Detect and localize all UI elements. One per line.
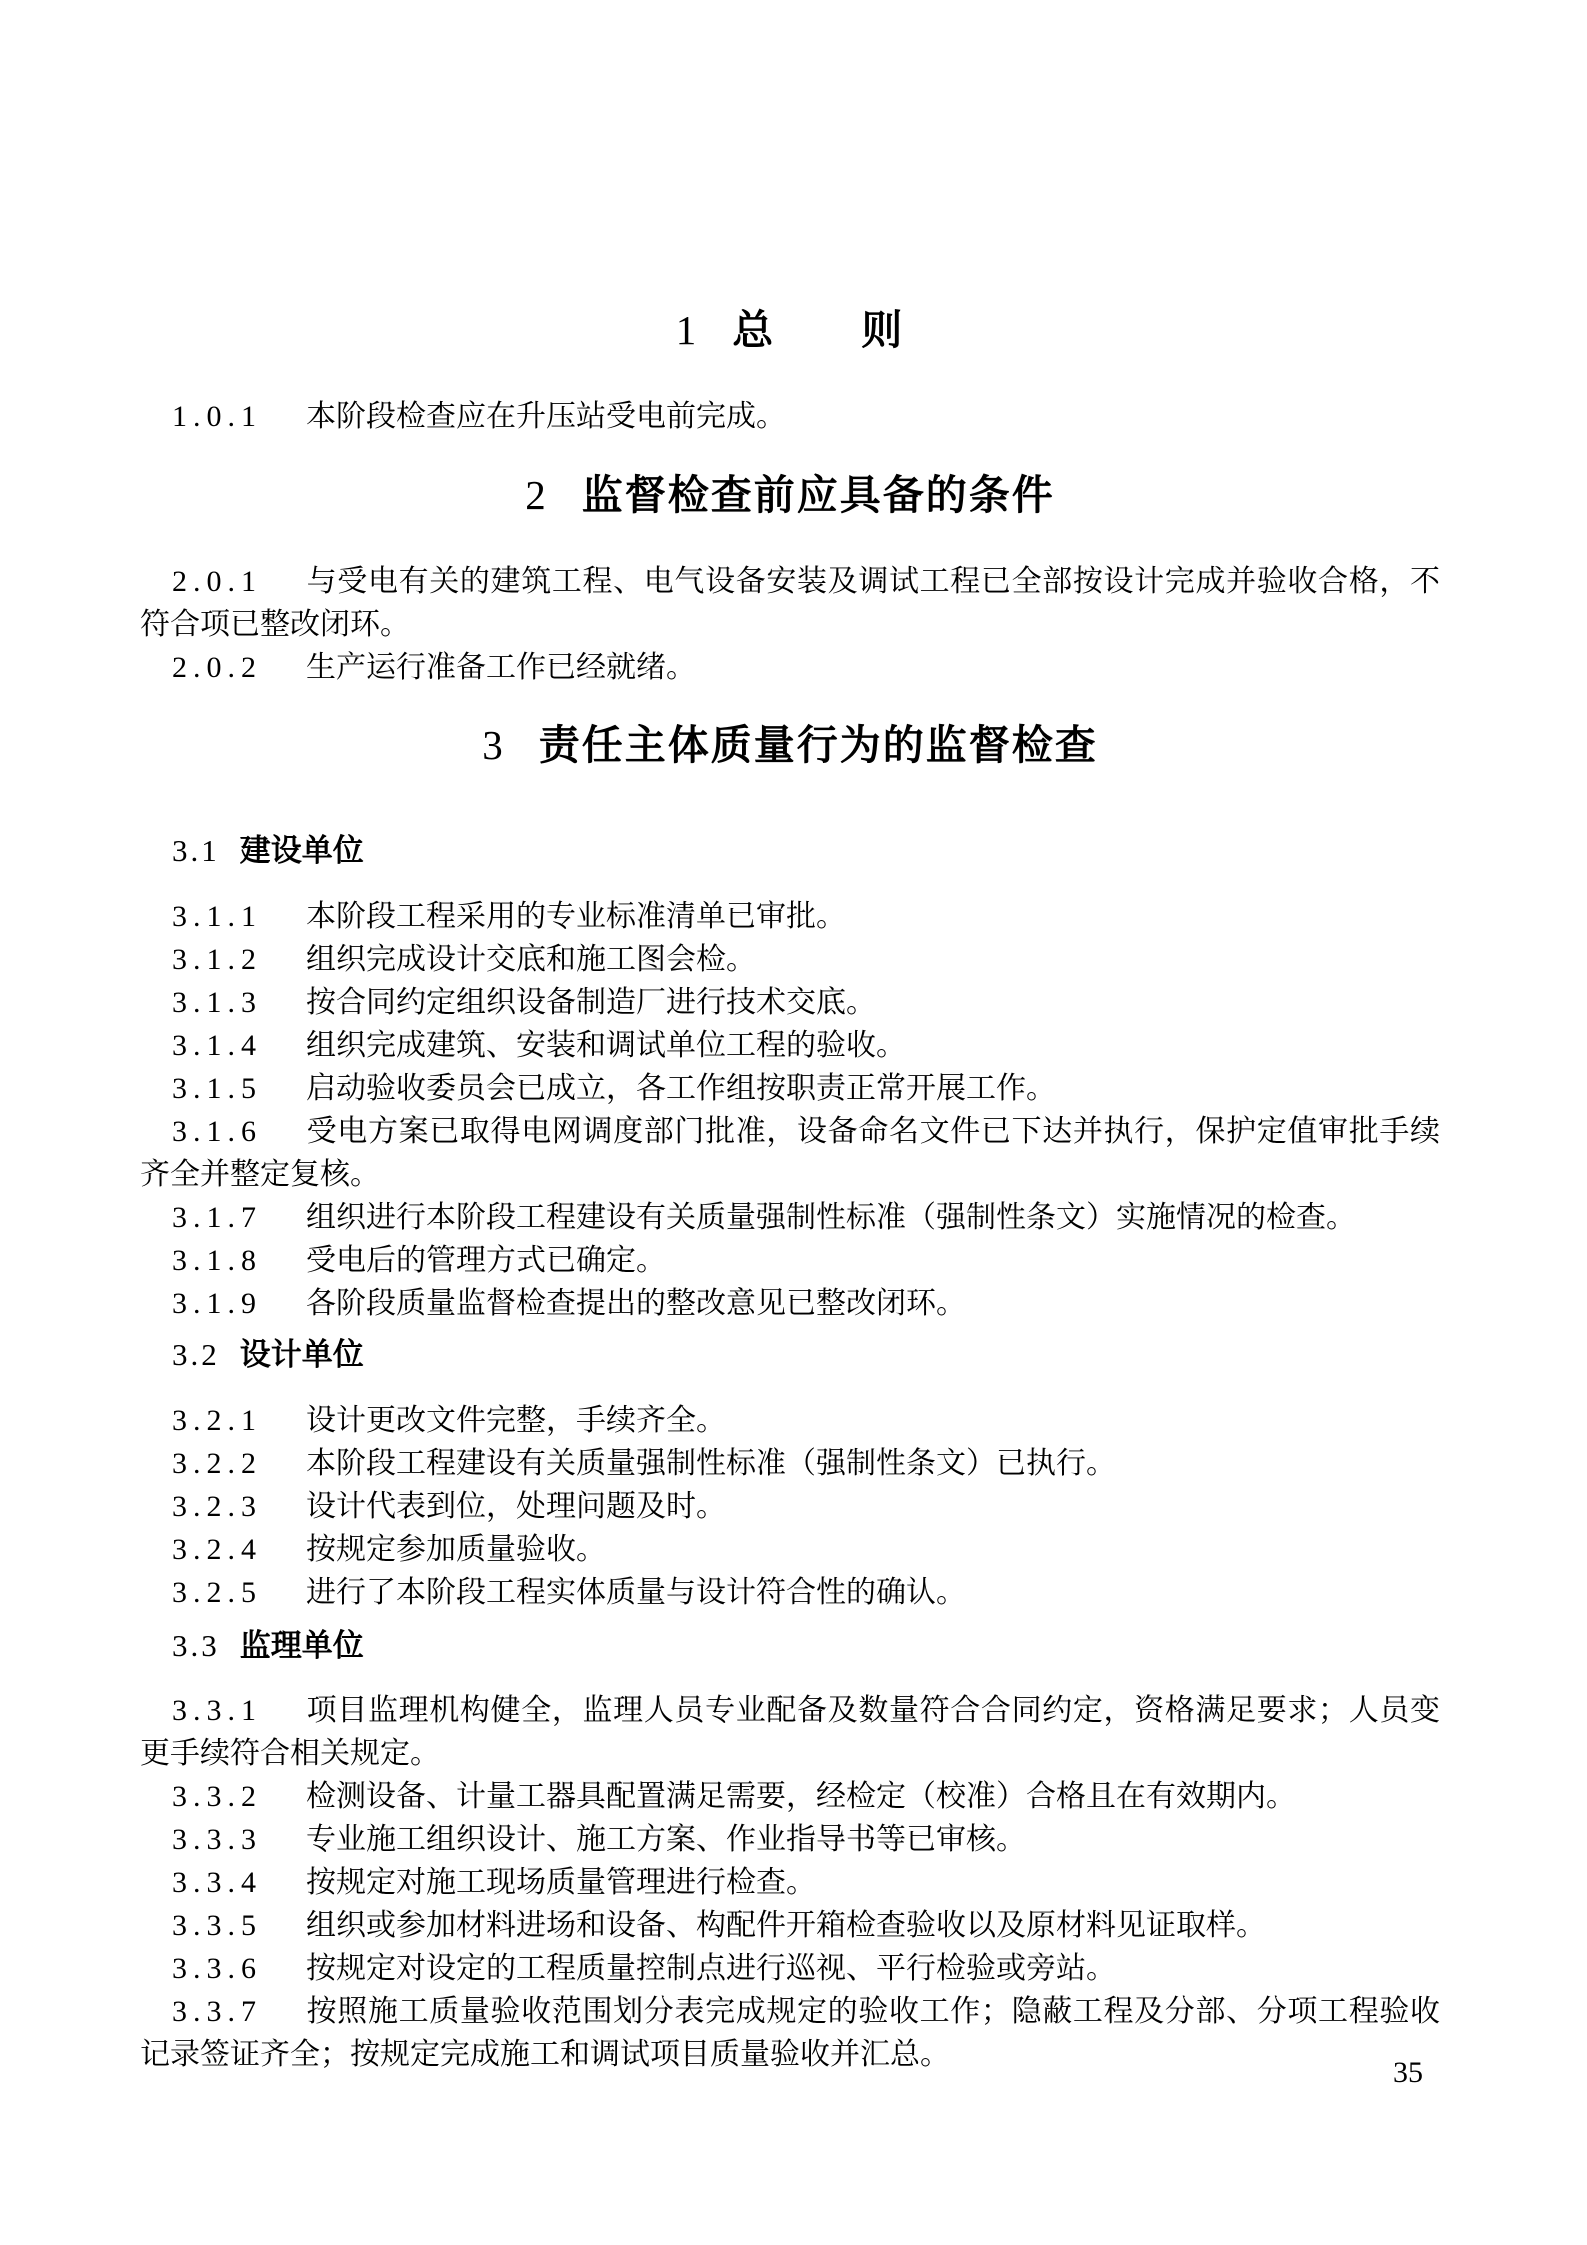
clause-number: 3.3.5 <box>172 1909 262 1942</box>
clause-text: 组织进行本阶段工程建设有关质量强制性标准（强制性条文）实施情况的检查。 <box>306 1201 1356 1234</box>
clause-text: 项目监理机构健全，监理人员专业配备及数量符合合同约定，资格满足要求；人员变更手续符合相关规定。 <box>140 1694 1440 1770</box>
clause-text: 与受电有关的建筑工程、电气设备安装及调试工程已全部按设计完成并验收合格，不符合项已整改闭环。 <box>140 565 1440 641</box>
chapter-3-number: 3 <box>482 722 503 768</box>
clause-number: 2.0.1 <box>172 565 262 598</box>
clause-number: 3.2.1 <box>172 1404 262 1437</box>
clause-3-1-4 <box>140 1024 1440 1067</box>
clause-text: 启动验收委员会已成立，各工作组按职责正常开展工作。 <box>306 1072 1056 1105</box>
chapter-3-heading <box>140 721 1440 769</box>
clause-text: 按规定参加质量验收。 <box>306 1533 606 1566</box>
section-title: 监理单位 <box>239 1628 364 1663</box>
clause-3-1-3 <box>140 981 1440 1024</box>
clause-number: 3.1.5 <box>172 1072 262 1105</box>
clause-1-0-1 <box>140 395 1440 438</box>
clause-text: 各阶段质量监督检查提出的整改意见已整改闭环。 <box>306 1287 966 1320</box>
clause-3-2-3 <box>140 1485 1440 1528</box>
clause-number: 3.2.3 <box>172 1490 262 1523</box>
clause-text: 检测设备、计量工器具配置满足需要，经检定（校准）合格且在有效期内。 <box>306 1780 1296 1813</box>
clause-3-1-9 <box>140 1282 1440 1325</box>
clause-text: 按规定对施工现场质量管理进行检查。 <box>306 1866 816 1899</box>
clause-number: 3.1.3 <box>172 986 262 1019</box>
clause-3-3-5 <box>140 1904 1440 1947</box>
chapter-3-title: 责任主体质量行为的监督检查 <box>538 722 1098 768</box>
clause-2-0-1 <box>140 560 1440 646</box>
section-title: 建设单位 <box>239 833 364 868</box>
clause-text: 专业施工组织设计、施工方案、作业指导书等已审核。 <box>306 1823 1026 1856</box>
clause-3-3-7 <box>140 1990 1440 2076</box>
clause-number: 1.0.1 <box>172 400 262 433</box>
clause-3-3-1 <box>140 1689 1440 1775</box>
clause-number: 3.1.2 <box>172 943 262 976</box>
clause-3-1-7 <box>140 1196 1440 1239</box>
clause-text: 组织或参加材料进场和设备、构配件开箱检查验收以及原材料见证取样。 <box>306 1909 1266 1942</box>
clause-number: 3.2.2 <box>172 1447 262 1480</box>
clause-3-2-5 <box>140 1571 1440 1614</box>
clause-3-1-6 <box>140 1110 1440 1196</box>
clause-number: 3.1.8 <box>172 1244 262 1277</box>
section-number: 3.2 <box>172 1337 220 1372</box>
section-3-1-heading <box>140 833 1440 869</box>
section-3-3-heading <box>140 1628 1440 1664</box>
clause-number: 3.3.2 <box>172 1780 262 1813</box>
clause-3-3-6 <box>140 1947 1440 1990</box>
clause-text: 本阶段工程建设有关质量强制性标准（强制性条文）已执行。 <box>306 1447 1116 1480</box>
chapter-2-heading <box>140 471 1440 519</box>
clause-text: 按照施工质量验收范围划分表完成规定的验收工作；隐蔽工程及分部、分项工程验收记录签证齐全；按规定完成施工和调试项目质量验收并汇总。 <box>140 1995 1440 2071</box>
clause-text: 设计代表到位，处理问题及时。 <box>306 1490 726 1523</box>
clause-text: 设计更改文件完整，手续齐全。 <box>306 1404 726 1437</box>
clause-text: 受电方案已取得电网调度部门批准，设备命名文件已下达并执行，保护定值审批手续齐全并整定复核。 <box>140 1115 1440 1191</box>
clause-3-1-1 <box>140 895 1440 938</box>
clause-number: 3.1.1 <box>172 900 262 933</box>
clause-text: 进行了本阶段工程实体质量与设计符合性的确认。 <box>306 1576 966 1609</box>
chapter-2-number: 2 <box>525 472 546 518</box>
clause-number: 3.3.6 <box>172 1952 262 1985</box>
clause-number: 3.1.7 <box>172 1201 262 1234</box>
section-number: 3.1 <box>172 833 220 868</box>
clause-number: 3.3.7 <box>172 1995 262 2028</box>
clause-text: 按合同约定组织设备制造厂进行技术交底。 <box>306 986 876 1019</box>
clause-text: 本阶段工程采用的专业标准清单已审批。 <box>306 900 846 933</box>
chapter-1-heading <box>140 306 1440 354</box>
clause-3-3-4 <box>140 1861 1440 1904</box>
clause-number: 3.3.4 <box>172 1866 262 1899</box>
clause-number: 3.2.5 <box>172 1576 262 1609</box>
clause-3-3-2 <box>140 1775 1440 1818</box>
clause-3-2-4 <box>140 1528 1440 1571</box>
clause-text: 本阶段检查应在升压站受电前完成。 <box>306 400 786 433</box>
clause-2-0-2 <box>140 646 1440 689</box>
clause-3-2-2 <box>140 1442 1440 1485</box>
clause-3-1-5 <box>140 1067 1440 1110</box>
clause-3-1-8 <box>140 1239 1440 1282</box>
clause-number: 3.3.1 <box>172 1694 262 1727</box>
chapter-1-title: 总 则 <box>732 307 905 353</box>
clause-3-1-2 <box>140 938 1440 981</box>
clause-number: 3.2.4 <box>172 1533 262 1566</box>
page-number: 35 <box>1393 2056 1423 2089</box>
clause-text: 按规定对设定的工程质量控制点进行巡视、平行检验或旁站。 <box>306 1952 1116 1985</box>
clause-3-3-3 <box>140 1818 1440 1861</box>
clause-text: 组织完成建筑、安装和调试单位工程的验收。 <box>306 1029 906 1062</box>
chapter-1-number: 1 <box>675 307 697 353</box>
clause-text: 生产运行准备工作已经就绪。 <box>306 651 696 684</box>
clause-number: 3.1.4 <box>172 1029 262 1062</box>
clause-number: 3.1.6 <box>172 1115 262 1148</box>
section-title: 设计单位 <box>239 1337 364 1372</box>
chapter-2-title: 监督检查前应具备的条件 <box>581 472 1055 518</box>
clause-3-2-1 <box>140 1399 1440 1442</box>
clause-number: 3.1.9 <box>172 1287 262 1320</box>
clause-text: 受电后的管理方式已确定。 <box>306 1244 666 1277</box>
clause-text: 组织完成设计交底和施工图会检。 <box>306 943 756 976</box>
clause-number: 2.0.2 <box>172 651 262 684</box>
clause-number: 3.3.3 <box>172 1823 262 1856</box>
section-number: 3.3 <box>172 1628 220 1663</box>
section-3-2-heading <box>140 1337 1440 1373</box>
